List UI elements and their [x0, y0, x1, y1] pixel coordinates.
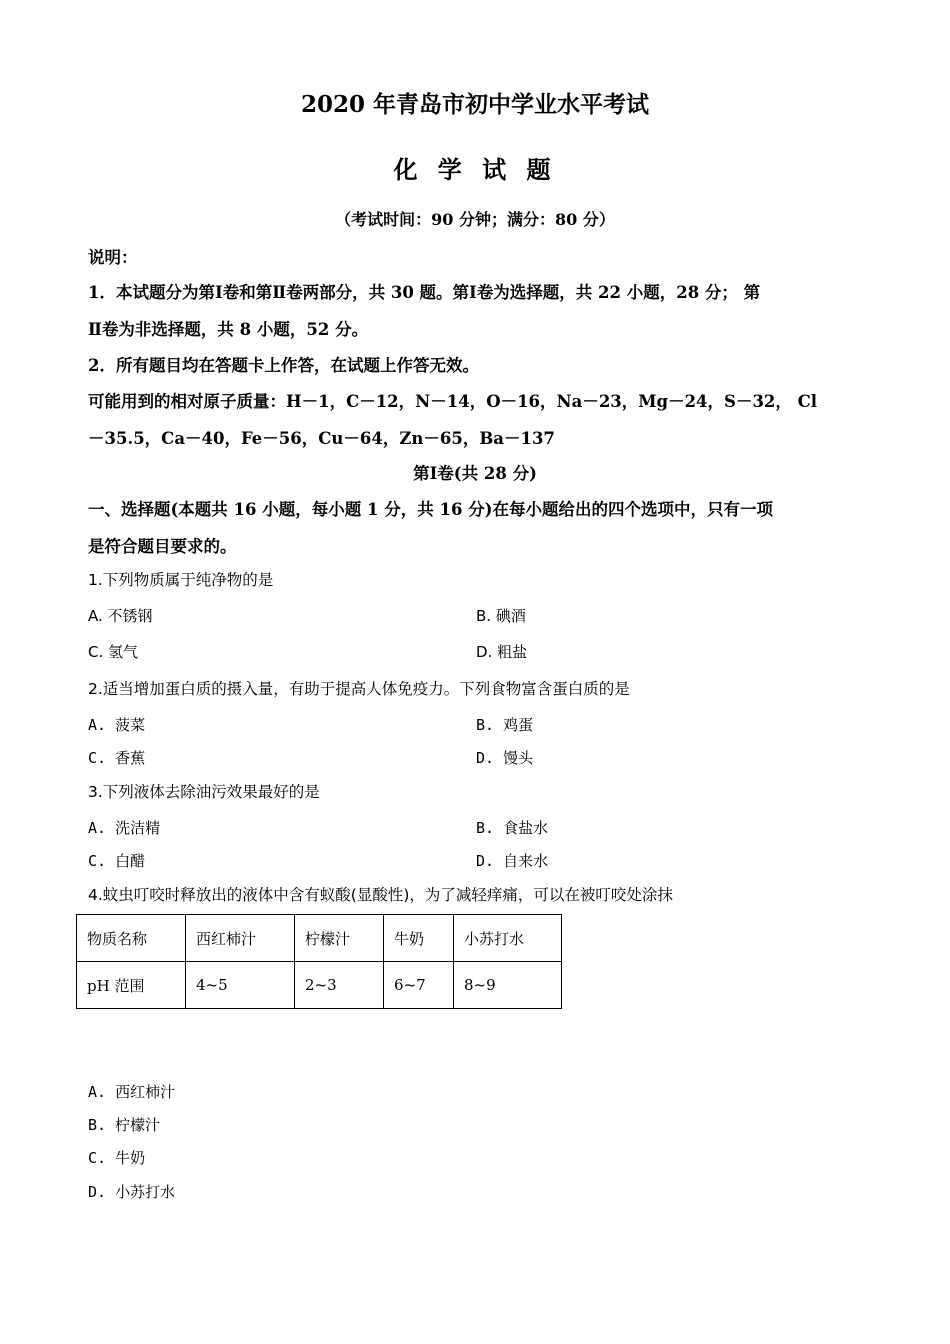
part-heading-line2: 是符合题目要求的。 — [88, 537, 237, 556]
instruction-1-line1: 1．本试题分为第Ⅰ卷和第Ⅱ卷两部分，共 30 题。第Ⅰ卷为选择题，共 22 小题，28 分； 第 — [88, 283, 761, 302]
question-1-stem: 1.下列物质属于纯净物的是 — [88, 571, 274, 589]
question-1-option-b: B. 碘酒 — [476, 607, 526, 625]
table-cell: 物质名称 — [77, 915, 186, 962]
subject-title: 化 学 试 题 — [393, 155, 557, 184]
instruction-1-line2: Ⅱ卷为非选择题，共 8 小题，52 分。 — [88, 320, 369, 339]
volume-title: 第Ⅰ卷(共 28 分) — [413, 464, 537, 483]
question-1-option-a: A. 不锈钢 — [88, 607, 153, 625]
exam-title: 2020 年青岛市初中学业水平考试 — [300, 91, 650, 118]
question-1-option-d: D. 粗盐 — [476, 643, 528, 661]
question-4-option-d: D. 小苏打水 — [88, 1183, 176, 1201]
question-3-option-d: D. 自来水 — [476, 852, 549, 870]
table-cell: 柠檬汁 — [295, 915, 384, 962]
question-1-option-c: C. 氢气 — [88, 643, 139, 661]
question-2-stem: 2.适当增加蛋白质的摄入量，有助于提高人体免疫力。下列食物富含蛋白质的是 — [88, 680, 630, 698]
exam-info: （考试时间：90 分钟；满分：80 分） — [335, 210, 615, 229]
ph-table — [76, 914, 562, 1009]
question-3-option-a: A. 洗洁精 — [88, 819, 161, 837]
question-4-stem: 4.蚊虫叮咬时释放出的液体中含有蚁酸(显酸性)，为了减轻痒痛，可以在被叮咬处涂抹 — [88, 886, 673, 904]
question-2-option-c: C. 香蕉 — [88, 749, 146, 767]
table-cell: 4~5 — [186, 962, 295, 1009]
table-cell: 牛奶 — [384, 915, 454, 962]
table-cell: 西红柿汁 — [186, 915, 295, 962]
part-heading-line1: 一、选择题(本题共 16 小题，每小题 1 分，共 16 分)在每小题给出的四个选项中，只有一项 — [88, 500, 773, 519]
atomic-mass-line1: 可能用到的相对原子质量：H－1，C－12，N－14，O－16，Na－23，Mg－24，S－32， Cl — [88, 392, 818, 411]
table-row — [77, 962, 562, 1009]
table-cell: 2~3 — [295, 962, 384, 1009]
question-3-option-c: C. 白醋 — [88, 852, 146, 870]
table-cell: 6~7 — [384, 962, 454, 1009]
question-3-option-b: B. 食盐水 — [476, 819, 549, 837]
instructions-heading: 说明： — [88, 248, 138, 267]
question-2-option-a: A. 菠菜 — [88, 716, 146, 734]
table-cell: pH 范围 — [77, 962, 186, 1009]
question-2-option-b: B. 鸡蛋 — [476, 716, 534, 734]
question-4-option-a: A. 西红柿汁 — [88, 1083, 176, 1101]
table-cell: 小苏打水 — [454, 915, 562, 962]
question-4-option-b: B. 柠檬汁 — [88, 1116, 161, 1134]
atomic-mass-line2: －35.5，Ca－40，Fe－56，Cu－64，Zn－65，Ba－137 — [88, 429, 555, 448]
question-4-option-c: C. 牛奶 — [88, 1149, 146, 1167]
table-cell: 8~9 — [454, 962, 562, 1009]
instruction-2: 2．所有题目均在答题卡上作答，在试题上作答无效。 — [88, 356, 479, 375]
question-3-stem: 3.下列液体去除油污效果最好的是 — [88, 783, 320, 801]
table-row — [77, 915, 562, 962]
question-2-option-d: D. 馒头 — [476, 749, 534, 767]
